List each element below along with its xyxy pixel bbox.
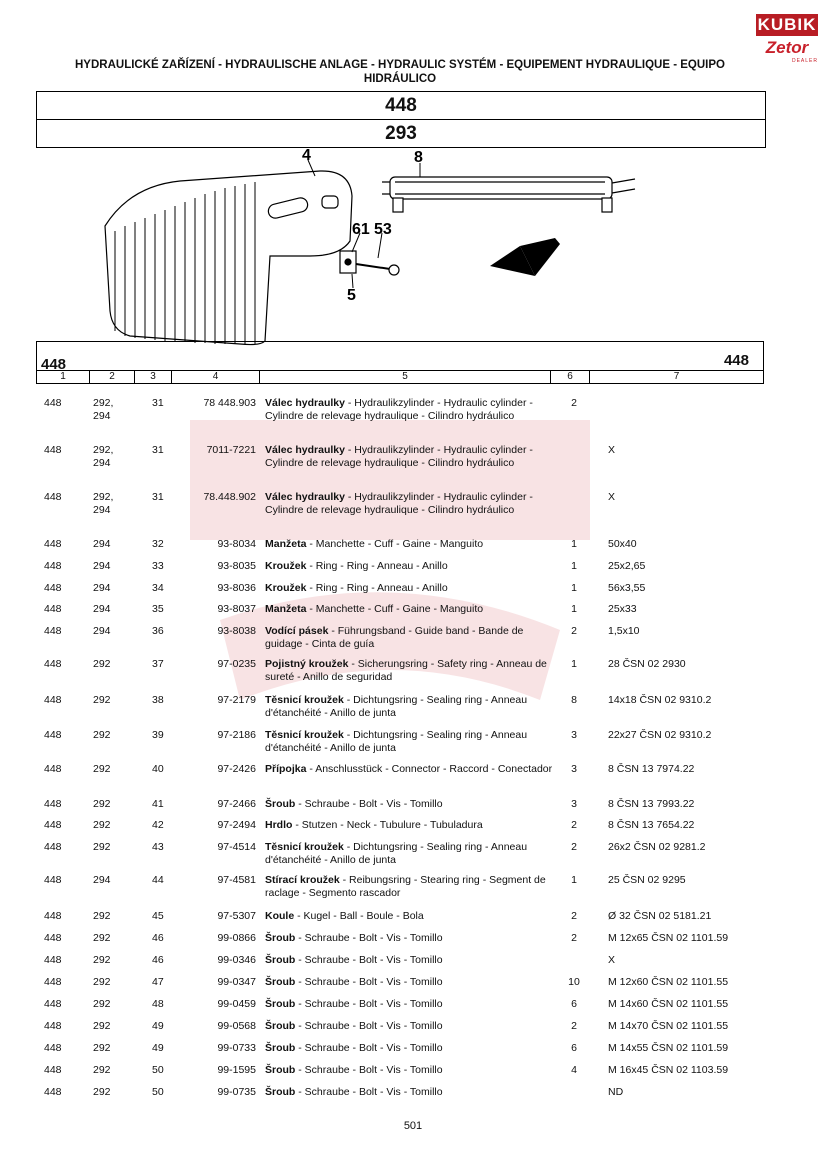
part-name: Šroub — [265, 798, 296, 810]
column-header-row — [36, 370, 764, 384]
model-box-secondary: 293 — [36, 119, 766, 148]
part-translations: - Schraube - Bolt - Vis - Tomillo — [295, 798, 443, 810]
cell-variant: 292 — [93, 841, 111, 853]
cell-description — [265, 1042, 555, 1055]
cell-description — [265, 874, 555, 900]
cell-position: 31 — [152, 491, 164, 503]
cell-model: 448 — [44, 729, 62, 741]
part-translations: - Sicherungsring - Safety ring - Anneau de sureté - Anillo de seguridad — [265, 658, 547, 683]
cell-position: 49 — [152, 1042, 164, 1054]
cell-model: 448 — [44, 560, 62, 572]
cell-note: 25x33 — [608, 603, 637, 615]
cell-description — [265, 932, 555, 945]
cell-model: 448 — [44, 874, 62, 886]
cell-variant: 292 — [93, 998, 111, 1010]
cell-variant: 294 — [93, 874, 111, 886]
part-name: Válec hydraulky — [265, 444, 345, 456]
cell-note: M 12x60 ČSN 02 1101.55 — [608, 976, 729, 988]
cell-quantity: 3 — [571, 763, 577, 775]
cell-part-number: 93-8037 — [217, 603, 256, 615]
part-translations: - Anschlusstück - Connector - Raccord - Conectador — [306, 763, 553, 775]
part-name: Šroub — [265, 976, 296, 988]
logo-tag: DEALER — [791, 58, 818, 64]
kubik-zetor-logo — [756, 14, 818, 74]
cell-model: 448 — [44, 841, 62, 853]
cell-quantity: 6 — [571, 998, 577, 1010]
cell-note: M 14x60 ČSN 02 1101.55 — [608, 998, 729, 1010]
cell-variant: 294 — [93, 560, 111, 572]
part-translations: - Dichtungsring - Sealing ring - Anneau d'étanchéité - Anillo de junta — [265, 729, 528, 754]
cell-part-number: 97-4514 — [217, 841, 256, 853]
cell-model: 448 — [44, 1042, 62, 1054]
part-translations: - Hydraulikzylinder - Hydraulic cylinder - Cylindre de relevage hydraulique - Cilindro hydráulico — [265, 444, 533, 469]
cell-note: Ø 32 ČSN 02 5181.21 — [608, 910, 712, 922]
cell-model: 448 — [44, 976, 62, 988]
logo-brand: KUBIK — [757, 15, 817, 34]
part-translations: - Schraube - Bolt - Vis - Tomillo — [295, 998, 443, 1010]
cell-part-number: 97-2466 — [217, 798, 256, 810]
cell-model: 448 — [44, 763, 62, 775]
cell-model: 448 — [44, 538, 62, 550]
hydraulic-cylinder-drawing — [105, 171, 352, 345]
cell-position: 47 — [152, 976, 164, 988]
cell-position: 46 — [152, 932, 164, 944]
cell-description — [265, 694, 555, 720]
part-name: Šroub — [265, 1042, 296, 1054]
cell-description — [265, 444, 555, 470]
cell-note: X — [608, 491, 616, 503]
part-translations: - Schraube - Bolt - Vis - Tomillo — [295, 1086, 443, 1098]
cell-model: 448 — [44, 603, 62, 615]
part-translations: - Hydraulikzylinder - Hydraulic cylinder - Cylindre de relevage hydraulique - Cilindro hydráulico — [265, 397, 533, 422]
part-name: Šroub — [265, 1020, 296, 1032]
part-name: Těsnicí kroužek — [265, 694, 344, 706]
cell-quantity: 1 — [571, 658, 577, 670]
cell-variant: 294 — [93, 582, 111, 594]
cell-description — [265, 538, 555, 551]
cell-part-number: 78 448.903 — [203, 397, 256, 409]
cell-quantity: 6 — [571, 1042, 577, 1054]
cell-note: 14x18 ČSN 02 9310.2 — [608, 694, 712, 706]
part-translations: - Ring - Ring - Anneau - Anillo — [306, 560, 448, 572]
part-name: Pojistný kroužek — [265, 658, 349, 670]
part-name: Kroužek — [265, 582, 307, 594]
cell-variant: 292 — [93, 910, 111, 922]
callout-53: 53 — [374, 221, 392, 238]
cell-position: 35 — [152, 603, 164, 615]
cell-model: 448 — [44, 491, 62, 503]
cell-quantity: 2 — [571, 625, 577, 637]
part-name: Šroub — [265, 954, 296, 966]
cell-description — [265, 603, 555, 616]
cell-quantity: 2 — [571, 841, 577, 853]
cell-quantity: 1 — [571, 603, 577, 615]
cell-part-number: 99-0347 — [217, 976, 256, 988]
cell-variant: 292 — [93, 729, 111, 741]
cell-position: 50 — [152, 1086, 164, 1098]
cell-description — [265, 910, 555, 923]
cell-note: M 14x70 ČSN 02 1101.55 — [608, 1020, 729, 1032]
cell-variant: 292 — [93, 694, 111, 706]
cell-position: 49 — [152, 1020, 164, 1032]
col-header-2: 2 — [90, 370, 135, 383]
callout-5: 5 — [347, 287, 356, 304]
cell-position: 40 — [152, 763, 164, 775]
cell-quantity: 2 — [571, 910, 577, 922]
cell-part-number: 97-2186 — [217, 729, 256, 741]
cell-quantity: 1 — [571, 538, 577, 550]
cell-description — [265, 954, 555, 967]
cell-note: 50x40 — [608, 538, 637, 550]
cell-model: 448 — [44, 932, 62, 944]
tube-assembly-drawing — [382, 177, 635, 212]
cell-model: 448 — [44, 1086, 62, 1098]
part-name: Koule — [265, 910, 295, 922]
cell-position: 45 — [152, 910, 164, 922]
cell-model: 448 — [44, 625, 62, 637]
cell-part-number: 99-0346 — [217, 954, 256, 966]
cell-variant: 292 — [93, 976, 111, 988]
connector-drawing — [340, 251, 399, 275]
cell-part-number: 97-0235 — [217, 658, 256, 670]
cell-position: 31 — [152, 397, 164, 409]
part-translations: - Schraube - Bolt - Vis - Tomillo — [295, 1020, 443, 1032]
cell-model: 448 — [44, 1064, 62, 1076]
part-translations: - Kugel - Ball - Boule - Bola — [294, 910, 424, 922]
callout-61: 61 — [352, 221, 370, 238]
cell-position: 48 — [152, 998, 164, 1010]
cell-quantity: 2 — [571, 397, 577, 409]
part-translations: - Schraube - Bolt - Vis - Tomillo — [295, 932, 443, 944]
cell-variant: 292 — [93, 763, 111, 775]
cell-part-number: 93-8038 — [217, 625, 256, 637]
table-model-left: 448 — [41, 356, 67, 373]
cell-position: 37 — [152, 658, 164, 670]
part-translations: - Führungsband - Guide band - Bande de guidage - Cinta de guía — [265, 625, 524, 650]
cell-description — [265, 658, 555, 684]
cell-model: 448 — [44, 954, 62, 966]
cell-note: 8 ČSN 13 7654.22 — [608, 819, 695, 831]
part-translations: - Reibungsring - Stearing ring - Segment de raclage - Segmento rascador — [265, 874, 546, 899]
cell-note: 56x3,55 — [608, 582, 646, 594]
cell-note: 28 ČSN 02 2930 — [608, 658, 686, 670]
cell-position: 42 — [152, 819, 164, 831]
cell-position: 39 — [152, 729, 164, 741]
cell-part-number: 99-0733 — [217, 1042, 256, 1054]
cell-variant: 292 — [93, 798, 111, 810]
cell-note: 22x27 ČSN 02 9310.2 — [608, 729, 712, 741]
part-name: Šroub — [265, 932, 296, 944]
cell-variant: 294 — [93, 603, 111, 615]
cell-part-number: 7011-7221 — [206, 444, 256, 456]
cell-description — [265, 729, 555, 755]
cell-position: 43 — [152, 841, 164, 853]
cell-part-number: 99-1595 — [217, 1064, 256, 1076]
part-name: Válec hydraulky — [265, 397, 345, 409]
callout-4: 4 — [302, 147, 311, 164]
col-header-4: 4 — [172, 370, 260, 383]
cell-quantity: 2 — [571, 819, 577, 831]
cell-model: 448 — [44, 910, 62, 922]
model-box-primary: 448 — [36, 91, 766, 120]
col-header-6: 6 — [551, 370, 590, 383]
cell-description — [265, 625, 555, 651]
cell-part-number: 93-8034 — [217, 538, 256, 550]
cell-part-number: 97-5307 — [217, 910, 256, 922]
part-translations: - Schraube - Bolt - Vis - Tomillo — [295, 954, 443, 966]
part-translations: - Schraube - Bolt - Vis - Tomillo — [295, 976, 443, 988]
part-name: Stírací kroužek — [265, 874, 340, 886]
cell-position: 50 — [152, 1064, 164, 1076]
cell-position: 32 — [152, 538, 164, 550]
part-name: Šroub — [265, 1086, 296, 1098]
part-name: Kroužek — [265, 560, 307, 572]
cell-note: 8 ČSN 13 7993.22 — [608, 798, 695, 810]
col-header-3: 3 — [135, 370, 172, 383]
cell-note: X — [608, 444, 616, 456]
cell-part-number: 93-8035 — [217, 560, 256, 572]
cell-description — [265, 763, 555, 776]
part-translations: - Schraube - Bolt - Vis - Tomillo — [295, 1042, 443, 1054]
part-translations: - Manchette - Cuff - Gaine - Manguito — [306, 538, 484, 550]
page-title: HYDRAULICKÉ ZAŘÍZENÍ - HYDRAULISCHE ANLAGE - HYDRAULIC SYSTÉM - EQUIPEMENT HYDRAULIQUE - EQUIPO HIDRÁULICO — [75, 59, 725, 85]
cell-description — [265, 998, 555, 1011]
cell-model: 448 — [44, 444, 62, 456]
part-translations: - Dichtungsring - Sealing ring - Anneau d'étanchéité - Anillo de junta — [265, 841, 528, 866]
table-model-bar — [36, 341, 764, 371]
cell-part-number: 93-8036 — [217, 582, 256, 594]
cell-part-number: 97-4581 — [217, 874, 256, 886]
cell-part-number: 99-0735 — [217, 1086, 256, 1098]
cell-variant: 292 — [93, 1020, 111, 1032]
part-name: Přípojka — [265, 763, 307, 775]
col-header-1: 1 — [37, 370, 90, 383]
cell-position: 36 — [152, 625, 164, 637]
cell-variant: 292, 294 — [93, 491, 114, 516]
cell-position: 38 — [152, 694, 164, 706]
cell-variant: 292 — [93, 1086, 111, 1098]
part-name: Manžeta — [265, 603, 307, 615]
cell-description — [265, 1086, 555, 1099]
part-translations: - Schraube - Bolt - Vis - Tomillo — [295, 1064, 443, 1076]
table-model-right: 448 — [723, 352, 749, 369]
cell-quantity: 1 — [571, 874, 577, 886]
cell-variant: 292 — [93, 932, 111, 944]
cell-note: X — [608, 954, 616, 966]
cell-model: 448 — [44, 1020, 62, 1032]
cell-variant: 292 — [93, 658, 111, 670]
cell-position: 33 — [152, 560, 164, 572]
callout-8: 8 — [414, 149, 423, 166]
part-name: Těsnicí kroužek — [265, 841, 344, 853]
cell-quantity: 1 — [571, 560, 577, 572]
cell-model: 448 — [44, 819, 62, 831]
col-header-5: 5 — [260, 370, 551, 383]
cell-variant: 294 — [93, 625, 111, 637]
part-translations: - Ring - Ring - Anneau - Anillo — [306, 582, 448, 594]
cell-part-number: 99-0459 — [217, 998, 256, 1010]
cell-description — [265, 560, 555, 573]
cell-part-number: 78.448.902 — [203, 491, 256, 503]
cell-note: M 14x55 ČSN 02 1101.59 — [608, 1042, 729, 1054]
direction-arrow-icon — [490, 238, 560, 276]
cell-description — [265, 976, 555, 989]
part-translations: - Hydraulikzylinder - Hydraulic cylinder - Cylindre de relevage hydraulique - Cilindro hydráulico — [265, 491, 533, 516]
part-translations: - Stutzen - Neck - Tubulure - Tubuladura — [292, 819, 483, 831]
part-name: Šroub — [265, 998, 296, 1010]
cell-model: 448 — [44, 582, 62, 594]
parts-table-header — [36, 341, 764, 384]
cell-quantity: 1 — [571, 582, 577, 594]
cell-part-number: 97-2426 — [217, 763, 256, 775]
cell-part-number: 99-0866 — [217, 932, 256, 944]
cell-variant: 294 — [93, 538, 111, 550]
cell-variant: 292, 294 — [93, 397, 114, 422]
cell-description — [265, 397, 555, 423]
cell-quantity: 8 — [571, 694, 577, 706]
cell-note: M 16x45 ČSN 02 1103.59 — [608, 1064, 729, 1076]
cell-description — [265, 798, 555, 811]
cell-variant: 292 — [93, 819, 111, 831]
cell-part-number: 97-2494 — [217, 819, 256, 831]
cell-position: 44 — [152, 874, 164, 886]
cell-quantity: 2 — [571, 1020, 577, 1032]
cell-quantity: 3 — [571, 729, 577, 741]
part-name: Vodící pásek — [265, 625, 329, 637]
cell-variant: 292 — [93, 1064, 111, 1076]
part-translations: - Manchette - Cuff - Gaine - Manguito — [306, 603, 484, 615]
cell-note: M 12x65 ČSN 02 1101.59 — [608, 932, 729, 944]
cell-position: 46 — [152, 954, 164, 966]
cell-note: 8 ČSN 13 7974.22 — [608, 763, 695, 775]
cell-position: 41 — [152, 798, 164, 810]
cell-description — [265, 1064, 555, 1077]
cell-model: 448 — [44, 998, 62, 1010]
cell-note: 25 ČSN 02 9295 — [608, 874, 686, 886]
page-number: 501 — [403, 1120, 423, 1132]
cell-description — [265, 582, 555, 595]
cell-part-number: 99-0568 — [217, 1020, 256, 1032]
cell-description — [265, 1020, 555, 1033]
cell-part-number: 97-2179 — [217, 694, 256, 706]
part-name: Těsnicí kroužek — [265, 729, 344, 741]
cell-note: 26x2 ČSN 02 9281.2 — [608, 841, 706, 853]
part-name: Manžeta — [265, 538, 307, 550]
parts-drawing — [90, 146, 690, 346]
cell-note: 25x2,65 — [608, 560, 646, 572]
cell-model: 448 — [44, 798, 62, 810]
cell-quantity: 10 — [568, 976, 580, 988]
part-name: Hrdlo — [265, 819, 293, 831]
cell-quantity: 2 — [571, 932, 577, 944]
cell-quantity: 4 — [571, 1064, 577, 1076]
cell-model: 448 — [44, 397, 62, 409]
cell-position: 34 — [152, 582, 164, 594]
cell-description — [265, 491, 555, 517]
part-name: Válec hydraulky — [265, 491, 345, 503]
cell-note: ND — [608, 1086, 624, 1098]
cell-variant: 292, 294 — [93, 444, 114, 469]
logo-sub: Zetor — [765, 38, 809, 57]
cell-quantity: 3 — [571, 798, 577, 810]
col-header-7: 7 — [673, 371, 680, 382]
cell-description — [265, 841, 555, 867]
cell-description — [265, 819, 555, 832]
cell-model: 448 — [44, 658, 62, 670]
cell-variant: 292 — [93, 954, 111, 966]
cell-position: 31 — [152, 444, 164, 456]
cell-model: 448 — [44, 694, 62, 706]
cell-note: 1,5x10 — [608, 625, 640, 637]
part-name: Šroub — [265, 1064, 296, 1076]
part-translations: - Dichtungsring - Sealing ring - Anneau d'étanchéité - Anillo de junta — [265, 694, 528, 719]
cell-variant: 292 — [93, 1042, 111, 1054]
